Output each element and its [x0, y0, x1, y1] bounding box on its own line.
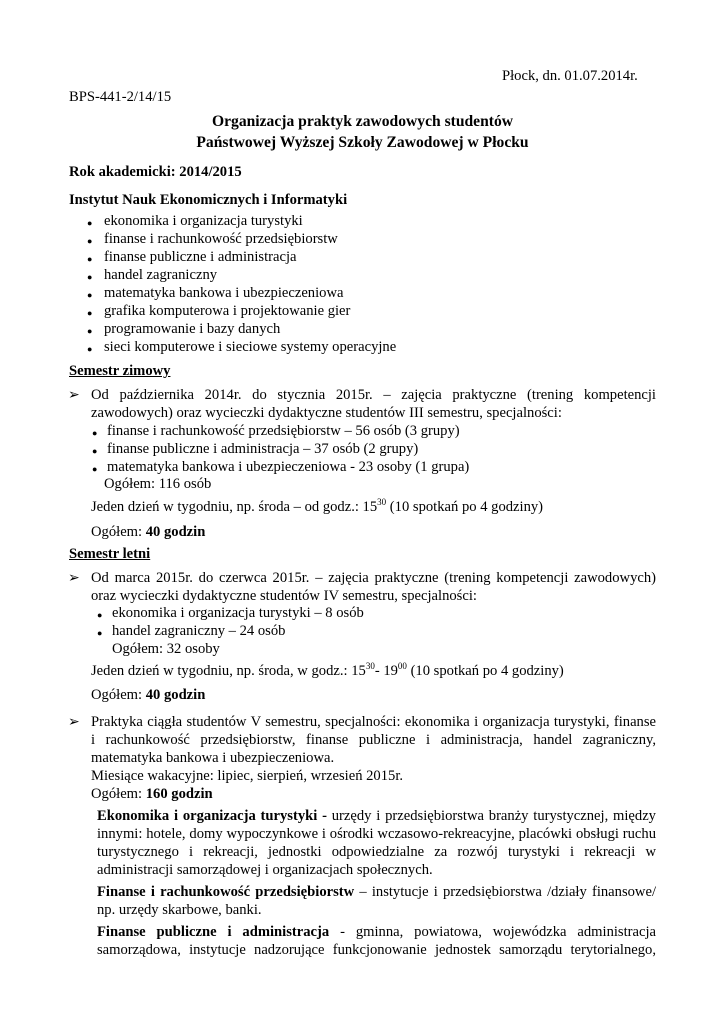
winter-semester-heading: Semestr zimowy — [69, 363, 171, 379]
list-item: finanse publiczne i administracja — [104, 249, 297, 265]
arrow-bullet-icon: ➢ — [68, 715, 80, 730]
summer-semester-heading: Semestr letni — [69, 546, 151, 562]
bullet-icon: ● — [87, 290, 93, 300]
tourism-line2: innymi: hotele, domy wypoczynkowe i ośrodki wczasowo-rekreacyjne, placówki obsługi ruchu — [97, 826, 656, 842]
bullet-icon: ● — [87, 308, 93, 318]
bullet-icon: ● — [87, 254, 93, 264]
list-item: programowanie i bazy danych — [104, 321, 281, 337]
document-title-line2: Państwowej Wyższej Szkoły Zawodowej w Płocku — [196, 134, 529, 151]
bullet-icon: ● — [87, 218, 93, 228]
list-item: sieci komputerowe i sieciowe systemy operacyjne — [104, 339, 397, 355]
bullet-icon: ● — [92, 428, 98, 438]
winter-description-line1: Od października 2014r. do stycznia 2015r. – zajęcia praktyczne (trening kompetencji — [91, 387, 656, 403]
document-title-line1: Organizacja praktyk zawodowych studentów — [211, 113, 514, 130]
public-finance-line1: Finanse publiczne i administracja - gminna, powiatowa, wojewódzka administracja — [97, 924, 657, 940]
winter-group-item: finanse publiczne i administracja – 37 osób (2 grupy) — [107, 441, 419, 457]
finance-line1: Finanse i rachunkowość przedsiębiorstw – instytucje i przedsiębiorstwa /działy finansowe/ — [97, 884, 656, 900]
bullet-icon: ● — [87, 236, 93, 246]
list-item: finanse i rachunkowość przedsiębiorstw — [104, 231, 338, 247]
tourism-line3: turystycznego i rekreacji, jednostki odpowiedzialne za rozwój turystyki i rekreacji w — [97, 844, 656, 860]
list-item: matematyka bankowa i ubezpieczeniowa — [104, 285, 344, 301]
bullet-icon: ● — [92, 446, 98, 456]
summer-group-item: ekonomika i organizacja turystyki – 8 osób — [112, 605, 364, 621]
summer-description-line1: Od marca 2015r. do czerwca 2015r. – zajęcia praktyczne (trening kompetencji zawodowych) — [91, 570, 656, 586]
summer-total-people: Ogółem: 32 osoby — [112, 641, 220, 657]
arrow-bullet-icon: ➢ — [68, 388, 80, 403]
bullet-icon: ● — [87, 344, 93, 354]
continuous-description-line3: matematyka bankowa i ubezpieczeniowa. — [91, 750, 335, 766]
list-item: ekonomika i organizacja turystyki — [104, 213, 303, 229]
summer-schedule: Jeden dzień w tygodniu, np. środa, w godz.: $15^{30}-$ $19^{00}$ (10 spotkań po 4 godziny) — [91, 661, 564, 679]
bullet-icon: ● — [87, 326, 93, 336]
summer-group-item: handel zagraniczny – 24 osób — [112, 623, 286, 639]
list-item: grafika komputerowa i projektowanie gier — [104, 303, 351, 319]
bullet-icon: ● — [92, 464, 98, 474]
winter-total-hours: Ogółem: 40 godzin — [91, 524, 206, 540]
reference-number: BPS-441-2/14/15 — [69, 89, 172, 105]
tourism-line4: administracji samorządowej i organizacjach społecznych. — [97, 862, 433, 878]
public-finance-line2: samorządowa, instytucje nadzorujące funkcjonowanie jednostek samorządu terytorialnego, — [97, 942, 656, 958]
continuous-description-line2: i rachunkowość przedsiębiorstw, finanse publiczne i administracja, handel zagraniczny, — [91, 732, 656, 748]
finance-line2: np. urzędy skarbowe, banki. — [97, 902, 262, 918]
institute-name: Instytut Nauk Ekonomicznych i Informatyki — [69, 192, 348, 208]
bullet-icon: ● — [87, 272, 93, 282]
continuous-description-line1: Praktyka ciągła studentów V semestru, specjalności: ekonomika i organizacja turystyki, finanse — [91, 714, 656, 730]
summer-description-line2: oraz wycieczki dydaktyczne studentów IV semestru, specjalności: — [91, 588, 477, 604]
winter-group-item: matematyka bankowa i ubezpieczeniowa - 23 osoby (1 grupa) — [107, 459, 470, 475]
continuous-total-hours: Ogółem: 160 godzin — [91, 786, 213, 802]
winter-description-line2: zawodowych) oraz wycieczki dydaktyczne studentów III semestru, specjalności: — [91, 405, 562, 421]
winter-group-item: finanse i rachunkowość przedsiębiorstw – 56 osób (3 grupy) — [107, 423, 460, 439]
tourism-line1: Ekonomika i organizacja turystyki - urzędy i przedsiębiorstwa branży turystycznej, między — [97, 808, 656, 824]
bullet-icon: ● — [97, 610, 103, 620]
bullet-icon: ● — [97, 628, 103, 638]
continuous-months: Miesiące wakacyjne: lipiec, sierpień, wrzesień 2015r. — [91, 768, 404, 784]
winter-schedule: Jeden dzień w tygodniu, np. środa – od godz.: $15^{30}$ (10 spotkań po 4 godziny) — [91, 497, 544, 515]
academic-year: Rok akademicki: 2014/2015 — [69, 164, 242, 180]
arrow-bullet-icon: ➢ — [68, 571, 80, 586]
winter-total-people: Ogółem: 116 osób — [104, 476, 212, 492]
list-item: handel zagraniczny — [104, 267, 218, 283]
place-date: Płock, dn. 01.07.2014r. — [502, 68, 638, 84]
summer-total-hours: Ogółem: 40 godzin — [91, 687, 206, 703]
